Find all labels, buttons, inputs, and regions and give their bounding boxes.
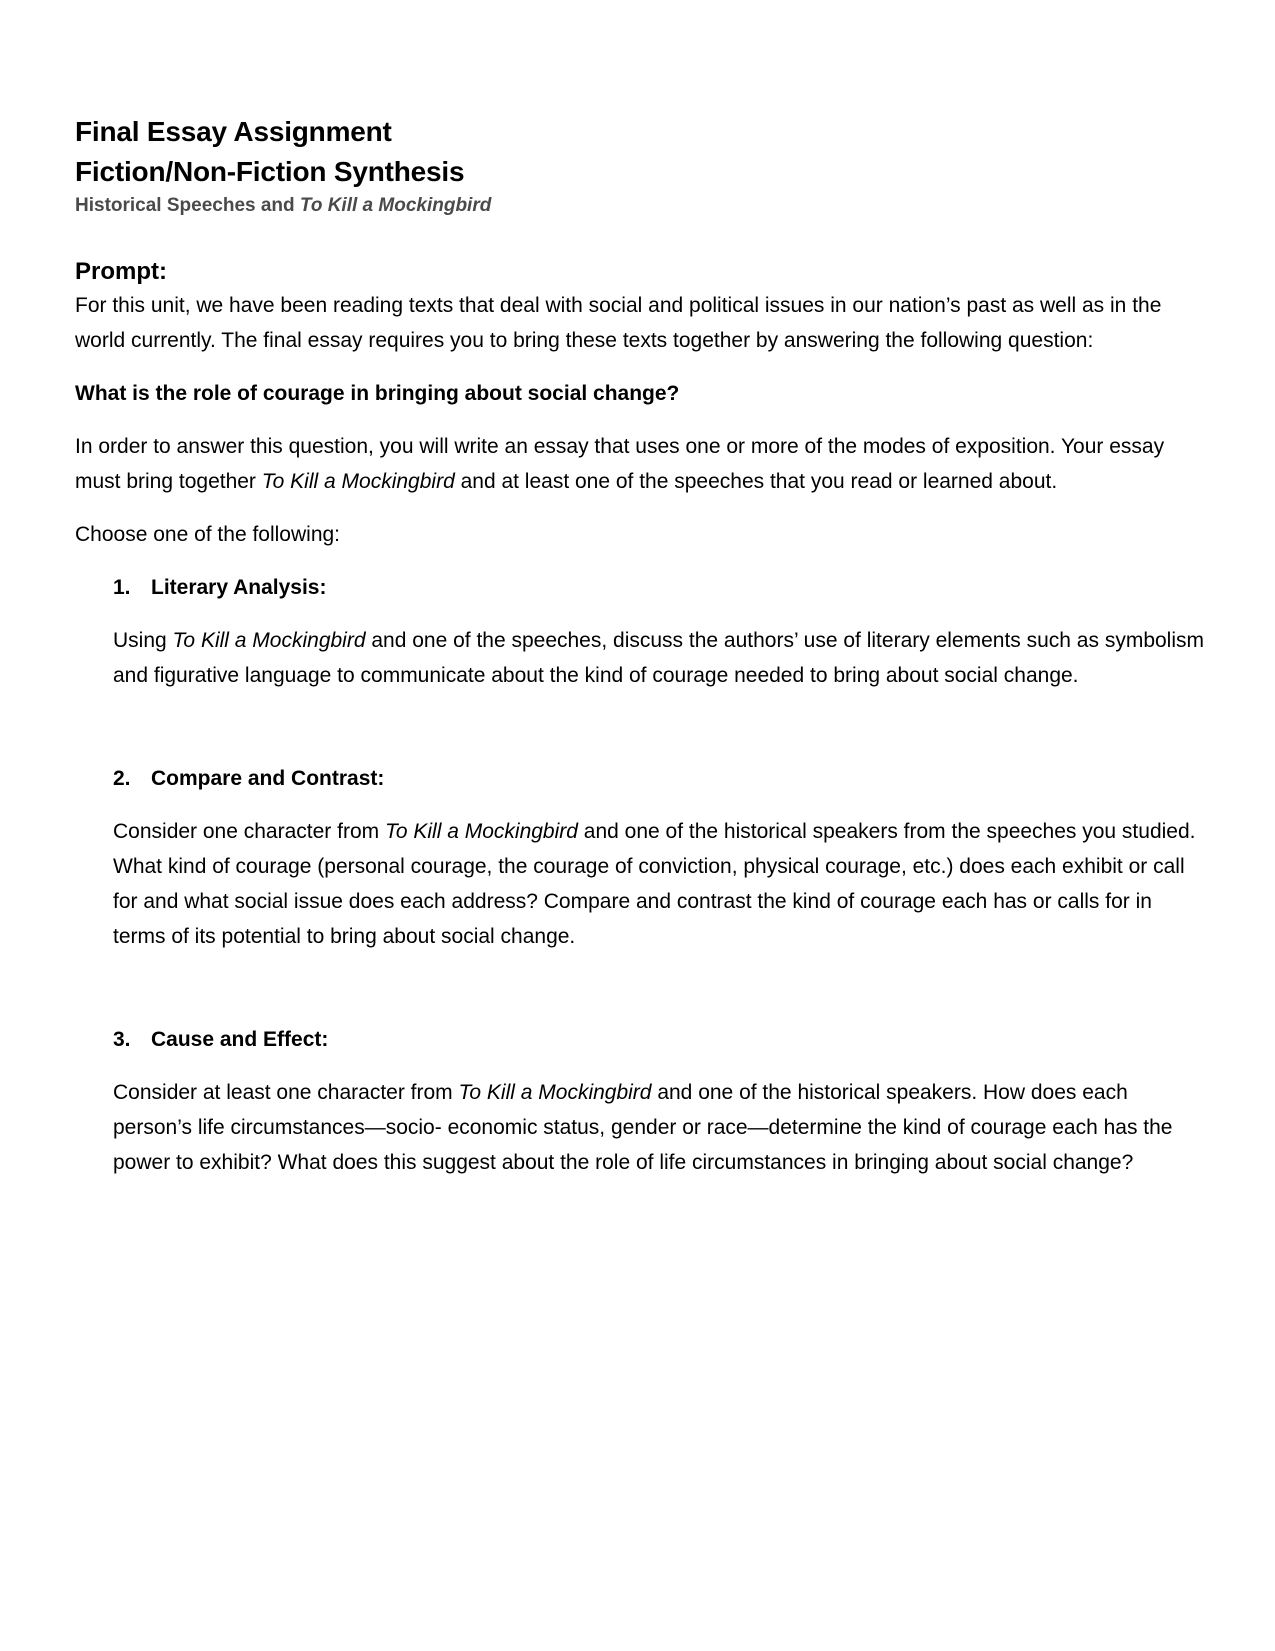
option-text-part-1: Consider one character from xyxy=(113,820,385,843)
option-text-part-1: Consider at least one character from xyxy=(113,1081,459,1104)
prompt-intro: For this unit, we have been reading texts that deal with social and political issues in our nation’s past as well as in the world currently. The final essay requires you to bring these texts together by answering the following question: xyxy=(75,294,1162,352)
options-list xyxy=(113,570,1205,1180)
document-content xyxy=(75,112,1205,1180)
option-number: 1. xyxy=(113,576,131,599)
option-heading xyxy=(113,570,1205,605)
title-line-2: Fiction/Non-Fiction Synthesis xyxy=(75,156,465,187)
title-line-1: Final Essay Assignment xyxy=(75,116,392,147)
instructions-part-1: In order to answer this question, you will write an essay that uses one or more of the modes of exposition. Your essay must bring together xyxy=(75,435,1165,493)
prompt-heading: Prompt: xyxy=(75,258,167,285)
instructions-book-title: To Kill a Mockingbird xyxy=(261,470,455,493)
option-description xyxy=(113,1075,1205,1180)
option-text-part-2: and one of the speeches, discuss the authors’ use of literary elements such as symbolism and figurative language to communicate about the kind of courage needed to bring about social change. xyxy=(113,629,1204,687)
subtitle xyxy=(75,192,1205,220)
option-item-cause-effect xyxy=(113,1022,1205,1180)
option-heading xyxy=(113,761,1205,796)
option-number: 3. xyxy=(113,1028,131,1051)
essay-question: What is the role of courage in bringing about social change? xyxy=(75,382,680,405)
instructions-paragraph xyxy=(75,429,1205,499)
option-book-title: To Kill a Mockingbird xyxy=(458,1081,652,1104)
option-text-part-1: Using xyxy=(113,629,173,652)
option-text-part-2: and one of the historical speakers from the speeches you studied. What kind of courage (personal courage, the courage of conviction, physical courage, etc.) does each exhibit or call for and what social issue does each address? Compare and contrast the kind of courage each has or calls for in terms of its potential to bring about social change. xyxy=(113,820,1196,948)
option-item-compare-contrast xyxy=(113,761,1205,954)
option-description xyxy=(113,623,1205,693)
option-text-part-2: and one of the historical speakers. How does each person’s life circumstances—socio- economic status, gender or race—determine the kind of courage each has the power to exhibit? What does this suggest about the role of life circumstances in bringing about social change? xyxy=(113,1081,1173,1174)
option-title: Cause and Effect: xyxy=(151,1028,329,1051)
option-heading xyxy=(113,1022,1205,1057)
option-number: 2. xyxy=(113,767,131,790)
subtitle-prefix: Historical Speeches and xyxy=(75,195,300,216)
instructions-part-2: and at least one of the speeches that you read or learned about. xyxy=(454,470,1058,493)
option-description xyxy=(113,814,1205,954)
option-title: Compare and Contrast: xyxy=(151,767,385,790)
option-title: Literary Analysis: xyxy=(151,576,327,599)
option-book-title: To Kill a Mockingbird xyxy=(384,820,578,843)
choose-text: Choose one of the following: xyxy=(75,523,341,546)
option-item-literary-analysis xyxy=(113,570,1205,693)
subtitle-book-title: To Kill a Mockingbird xyxy=(299,195,492,216)
option-book-title: To Kill a Mockingbird xyxy=(172,629,366,652)
